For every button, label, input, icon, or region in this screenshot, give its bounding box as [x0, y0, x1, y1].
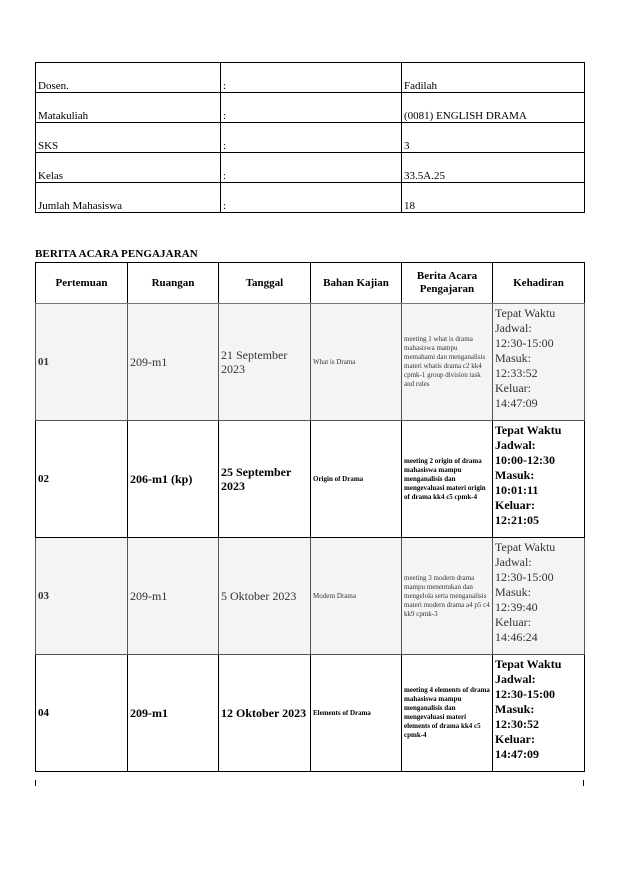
- info-label: SKS: [36, 123, 221, 153]
- table-row: [36, 538, 585, 655]
- schedule-label: Jadwal:: [495, 438, 536, 452]
- cell-bahan-kajian: Elements of Drama: [311, 655, 402, 772]
- attendance-status: Tepat Waktu: [495, 306, 556, 320]
- attendance-status: Tepat Waktu: [495, 540, 556, 554]
- info-row-jumlah-mahasiswa: [36, 183, 585, 213]
- checkout-time: 14:47:09: [495, 396, 538, 410]
- cell-pertemuan: 01: [36, 304, 128, 421]
- checkin-time: 12:39:40: [495, 600, 538, 614]
- cell-ruangan: 209-m1: [128, 304, 219, 421]
- header-kehadiran: Kehadiran: [493, 263, 585, 304]
- cell-kehadiran: [493, 304, 585, 421]
- schedule-label: Jadwal:: [495, 321, 532, 335]
- checkout-label: Keluar:: [495, 381, 531, 395]
- info-row-matakuliah: [36, 93, 585, 123]
- checkin-time: 12:33:52: [495, 366, 538, 380]
- cell-berita-acara: meeting 3 modern drama mampu menentukan dan mengelola serta menganalisis materi modern drama a4 p5 c4 kk9 cpmk-3: [402, 538, 493, 655]
- cell-kehadiran: [493, 538, 585, 655]
- checkout-label: Keluar:: [495, 498, 535, 512]
- cell-bahan-kajian: What is Drama: [311, 304, 402, 421]
- info-separator: :: [221, 93, 402, 123]
- info-value: 3: [402, 123, 585, 153]
- cell-ruangan: 209-m1: [128, 655, 219, 772]
- cell-berita-acara: meeting 2 origin of drama mahasiswa mampu menganalisis dan mengevaluasi materi origin of drama kk4 c5 cpmk-4: [402, 421, 493, 538]
- cell-kehadiran: [493, 655, 585, 772]
- info-row-dosen: [36, 63, 585, 93]
- info-label: Jumlah Mahasiswa: [36, 183, 221, 213]
- cell-ruangan: 206-m1 (kp): [128, 421, 219, 538]
- cell-bahan-kajian: Origin of Drama: [311, 421, 402, 538]
- attendance-status: Tepat Waktu: [495, 423, 562, 437]
- info-row-kelas: [36, 153, 585, 183]
- info-row-sks: [36, 123, 585, 153]
- checkin-label: Masuk:: [495, 585, 531, 599]
- table-row: [36, 421, 585, 538]
- info-label: Dosen.: [36, 63, 221, 93]
- checkout-time: 12:21:05: [495, 513, 539, 527]
- checkin-label: Masuk:: [495, 468, 535, 482]
- checkin-label: Masuk:: [495, 351, 531, 365]
- schedule-time: 12:30-15:00: [495, 687, 555, 701]
- schedule-time: 12:30-15:00: [495, 336, 554, 350]
- cell-pertemuan: 04: [36, 655, 128, 772]
- info-value: (0081) ENGLISH DRAMA: [402, 93, 585, 123]
- info-separator: :: [221, 63, 402, 93]
- table-header-row: [36, 263, 585, 304]
- cell-pertemuan: 02: [36, 421, 128, 538]
- info-separator: :: [221, 123, 402, 153]
- schedule-time: 12:30-15:00: [495, 570, 554, 584]
- course-info-table: [35, 62, 585, 213]
- checkout-label: Keluar:: [495, 732, 535, 746]
- info-separator: :: [221, 183, 402, 213]
- header-pertemuan: Pertemuan: [36, 263, 128, 304]
- table-continuation-border: [35, 780, 584, 786]
- info-value: Fadilah: [402, 63, 585, 93]
- checkin-time: 12:30:52: [495, 717, 539, 731]
- table-row: [36, 304, 585, 421]
- info-separator: :: [221, 153, 402, 183]
- cell-tanggal: 21 September 2023: [219, 304, 311, 421]
- checkout-time: 14:46:24: [495, 630, 538, 644]
- cell-tanggal: 12 Oktober 2023: [219, 655, 311, 772]
- info-label: Matakuliah: [36, 93, 221, 123]
- schedule-label: Jadwal:: [495, 672, 536, 686]
- cell-bahan-kajian: Modern Drama: [311, 538, 402, 655]
- schedule-time: 10:00-12:30: [495, 453, 555, 467]
- header-bahan-kajian: Bahan Kajian: [311, 263, 402, 304]
- table-row: [36, 655, 585, 772]
- info-value: 33.5A.25: [402, 153, 585, 183]
- info-value: 18: [402, 183, 585, 213]
- cell-berita-acara: meeting 4 elements of drama mahasiswa mampu menganalisis dan mengevaluasi materi elements of drama kk4 c5 cpmk-4: [402, 655, 493, 772]
- checkin-label: Masuk:: [495, 702, 535, 716]
- cell-ruangan: 209-m1: [128, 538, 219, 655]
- cell-berita-acara: meeting 1 what is drama mahasiswa mampu memahami dan menganalisis materi whatis drama c2 kk4 cpmk-1 group division task and rules: [402, 304, 493, 421]
- attendance-status: Tepat Waktu: [495, 657, 562, 671]
- header-ruangan: Ruangan: [128, 263, 219, 304]
- info-label: Kelas: [36, 153, 221, 183]
- section-title: BERITA ACARA PENGAJARAN: [35, 248, 198, 260]
- header-berita-acara: Berita Acara Pengajaran: [402, 263, 493, 304]
- checkin-time: 10:01:11: [495, 483, 539, 497]
- cell-tanggal: 25 September 2023: [219, 421, 311, 538]
- checkout-time: 14:47:09: [495, 747, 539, 761]
- cell-tanggal: 5 Oktober 2023: [219, 538, 311, 655]
- cell-kehadiran: [493, 421, 585, 538]
- cell-pertemuan: 03: [36, 538, 128, 655]
- checkout-label: Keluar:: [495, 615, 531, 629]
- schedule-label: Jadwal:: [495, 555, 532, 569]
- teaching-record-table: [35, 262, 585, 772]
- header-tanggal: Tanggal: [219, 263, 311, 304]
